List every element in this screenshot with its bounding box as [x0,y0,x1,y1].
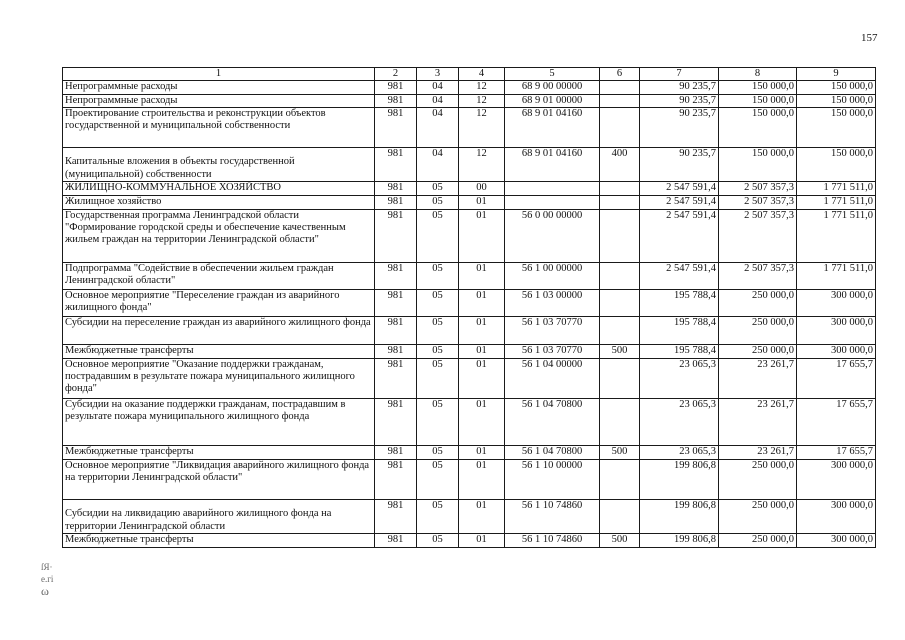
cell-amount-8: 2 507 357,3 [719,262,797,289]
cell-amount-9: 300 000,0 [797,459,876,499]
cell-target: 68 9 01 04160 [505,107,600,147]
cell-amount-7: 90 235,7 [640,81,719,94]
cell-code: 981 [375,459,417,499]
cell-code: 981 [375,195,417,209]
cell-subsection: 01 [459,262,505,289]
cell-amount-8: 150 000,0 [719,81,797,94]
cell-type [600,107,640,147]
cell-amount-9: 1 771 511,0 [797,209,876,262]
cell-amount-8: 150 000,0 [719,147,797,181]
cell-amount-8: 23 261,7 [719,398,797,445]
cell-amount-9: 17 655,7 [797,445,876,459]
table-row [63,107,876,147]
cell-type [600,181,640,195]
table-row [63,344,876,358]
cell-type: 500 [600,533,640,547]
cell-section: 05 [417,344,459,358]
table-row [63,209,876,262]
table-row [63,195,876,209]
cell-subsection: 01 [459,209,505,262]
cell-target: 56 1 04 00000 [505,358,600,398]
cell-amount-8: 250 000,0 [719,289,797,316]
column-header: 9 [797,68,876,81]
cell-target: 56 1 03 70770 [505,316,600,344]
column-header: 7 [640,68,719,81]
cell-target: 68 9 01 04160 [505,147,600,181]
table-row [63,147,876,181]
cell-amount-8: 23 261,7 [719,445,797,459]
cell-code: 981 [375,358,417,398]
cell-subsection: 01 [459,445,505,459]
table-row [63,533,876,547]
cell-code: 981 [375,289,417,316]
row-name: Непрограммные расходы [63,94,375,107]
cell-amount-8: 150 000,0 [719,107,797,147]
cell-target [505,181,600,195]
table-row [63,81,876,94]
cell-target: 56 1 03 00000 [505,289,600,316]
cell-type [600,195,640,209]
table-row [63,459,876,499]
cell-section: 04 [417,81,459,94]
cell-section: 04 [417,107,459,147]
cell-type [600,316,640,344]
cell-type [600,398,640,445]
cell-code: 981 [375,316,417,344]
cell-section: 05 [417,195,459,209]
margin-mark: ſЯ· [41,562,53,572]
cell-section: 05 [417,459,459,499]
row-name: Субсидии на переселение граждан из аварийного жилищного фонда [63,316,375,344]
column-header: 6 [600,68,640,81]
cell-subsection: 01 [459,195,505,209]
cell-section: 05 [417,209,459,262]
cell-section: 05 [417,445,459,459]
cell-amount-7: 90 235,7 [640,94,719,107]
column-header: 3 [417,68,459,81]
cell-section: 05 [417,289,459,316]
page-number: 157 [861,32,878,44]
margin-mark: е.гі [41,574,54,584]
cell-amount-9: 300 000,0 [797,289,876,316]
cell-section: 05 [417,262,459,289]
row-name: Непрограммные расходы [63,81,375,94]
cell-amount-8: 2 507 357,3 [719,209,797,262]
cell-amount-9: 1 771 511,0 [797,262,876,289]
cell-section: 05 [417,316,459,344]
cell-amount-7: 2 547 591,4 [640,209,719,262]
column-header: 1 [63,68,375,81]
cell-amount-7: 2 547 591,4 [640,181,719,195]
cell-section: 04 [417,147,459,181]
table-row [63,316,876,344]
cell-amount-9: 17 655,7 [797,398,876,445]
cell-amount-8: 150 000,0 [719,94,797,107]
cell-target: 68 9 01 00000 [505,94,600,107]
cell-subsection: 01 [459,533,505,547]
cell-target: 56 1 10 00000 [505,459,600,499]
cell-code: 981 [375,344,417,358]
row-name: Основное мероприятие "Ликвидация аварийного жилищного фонда на территории Ленинградской области" [63,459,375,499]
cell-type [600,209,640,262]
cell-subsection: 12 [459,107,505,147]
cell-code: 981 [375,147,417,181]
cell-target: 56 0 00 00000 [505,209,600,262]
cell-amount-9: 150 000,0 [797,147,876,181]
cell-target: 56 1 10 74860 [505,499,600,533]
cell-code: 981 [375,499,417,533]
column-header: 4 [459,68,505,81]
cell-amount-9: 300 000,0 [797,344,876,358]
cell-target: 56 1 10 74860 [505,533,600,547]
row-name: Проектирование строительства и реконструкции объектов государственной и муниципальной собственности [63,107,375,147]
table-row [63,181,876,195]
cell-amount-8: 250 000,0 [719,499,797,533]
cell-type [600,358,640,398]
cell-type [600,262,640,289]
cell-amount-8: 2 507 357,3 [719,181,797,195]
cell-amount-9: 1 771 511,0 [797,195,876,209]
cell-amount-8: 250 000,0 [719,316,797,344]
cell-code: 981 [375,107,417,147]
cell-type: 500 [600,445,640,459]
cell-subsection: 01 [459,398,505,445]
cell-target: 68 9 00 00000 [505,81,600,94]
cell-subsection: 01 [459,289,505,316]
cell-code: 981 [375,398,417,445]
budget-table [62,67,876,548]
cell-code: 981 [375,533,417,547]
cell-amount-9: 1 771 511,0 [797,181,876,195]
cell-code: 981 [375,181,417,195]
cell-amount-8: 250 000,0 [719,533,797,547]
cell-amount-8: 250 000,0 [719,459,797,499]
table-row [63,398,876,445]
cell-amount-9: 150 000,0 [797,81,876,94]
cell-subsection: 00 [459,181,505,195]
row-name: Капитальные вложения в объекты государственной (муниципальной) собственности [63,147,375,181]
cell-amount-8: 250 000,0 [719,344,797,358]
cell-target: 56 1 04 70800 [505,445,600,459]
table-row [63,499,876,533]
cell-amount-7: 23 065,3 [640,445,719,459]
cell-section: 05 [417,533,459,547]
cell-amount-8: 23 261,7 [719,358,797,398]
table-header-row [63,68,876,81]
cell-amount-7: 90 235,7 [640,147,719,181]
column-header: 5 [505,68,600,81]
cell-type [600,459,640,499]
table-row [63,94,876,107]
row-name: Межбюджетные трансферты [63,344,375,358]
cell-code: 981 [375,94,417,107]
cell-amount-7: 23 065,3 [640,398,719,445]
cell-code: 981 [375,445,417,459]
cell-type [600,81,640,94]
cell-type [600,94,640,107]
cell-amount-7: 199 806,8 [640,533,719,547]
row-name: Межбюджетные трансферты [63,445,375,459]
cell-subsection: 01 [459,459,505,499]
cell-amount-9: 150 000,0 [797,94,876,107]
table-row [63,289,876,316]
table-row [63,262,876,289]
cell-amount-7: 195 788,4 [640,344,719,358]
row-name: Субсидии на ликвидацию аварийного жилищного фонда на территории Ленинградской области [63,499,375,533]
cell-subsection: 01 [459,344,505,358]
cell-type: 400 [600,147,640,181]
cell-amount-7: 23 065,3 [640,358,719,398]
cell-section: 05 [417,499,459,533]
cell-subsection: 12 [459,94,505,107]
cell-subsection: 01 [459,316,505,344]
table-row [63,358,876,398]
cell-amount-8: 2 507 357,3 [719,195,797,209]
cell-amount-7: 2 547 591,4 [640,195,719,209]
cell-code: 981 [375,209,417,262]
column-header: 2 [375,68,417,81]
row-name: Субсидии на оказание поддержки гражданам, пострадавшим в результате пожара муниципального жилищного фонда [63,398,375,445]
cell-code: 981 [375,81,417,94]
row-name: Межбюджетные трансферты [63,533,375,547]
cell-amount-9: 300 000,0 [797,533,876,547]
cell-amount-9: 150 000,0 [797,107,876,147]
cell-amount-7: 2 547 591,4 [640,262,719,289]
cell-subsection: 12 [459,147,505,181]
cell-subsection: 01 [459,499,505,533]
row-name: ЖИЛИЩНО-КОММУНАЛЬНОЕ ХОЗЯЙСТВО [63,181,375,195]
margin-mark: ω [41,584,49,598]
cell-type [600,499,640,533]
table-row [63,445,876,459]
cell-amount-9: 300 000,0 [797,499,876,533]
cell-amount-7: 199 806,8 [640,499,719,533]
column-header: 8 [719,68,797,81]
row-name: Подпрограмма "Содействие в обеспечении жильем граждан Ленинградской области" [63,262,375,289]
row-name: Государственная программа Ленинградской области "Формирование городской среды и обеспечение качественным жильем граждан на территории Ленинградской области" [63,209,375,262]
cell-amount-7: 90 235,7 [640,107,719,147]
cell-amount-9: 17 655,7 [797,358,876,398]
cell-target: 56 1 04 70800 [505,398,600,445]
cell-amount-7: 199 806,8 [640,459,719,499]
cell-subsection: 12 [459,81,505,94]
cell-section: 05 [417,398,459,445]
cell-section: 05 [417,181,459,195]
cell-code: 981 [375,262,417,289]
cell-target: 56 1 03 70770 [505,344,600,358]
cell-type [600,289,640,316]
cell-type: 500 [600,344,640,358]
cell-section: 05 [417,358,459,398]
cell-subsection: 01 [459,358,505,398]
cell-amount-7: 195 788,4 [640,289,719,316]
cell-target [505,195,600,209]
row-name: Жилищное хозяйство [63,195,375,209]
cell-target: 56 1 00 00000 [505,262,600,289]
row-name: Основное мероприятие "Переселение граждан из аварийного жилищного фонда" [63,289,375,316]
cell-amount-7: 195 788,4 [640,316,719,344]
row-name: Основное мероприятие "Оказание поддержки гражданам, пострадавшим в результате пожара муниципального жилищного фонда" [63,358,375,398]
cell-amount-9: 300 000,0 [797,316,876,344]
cell-section: 04 [417,94,459,107]
